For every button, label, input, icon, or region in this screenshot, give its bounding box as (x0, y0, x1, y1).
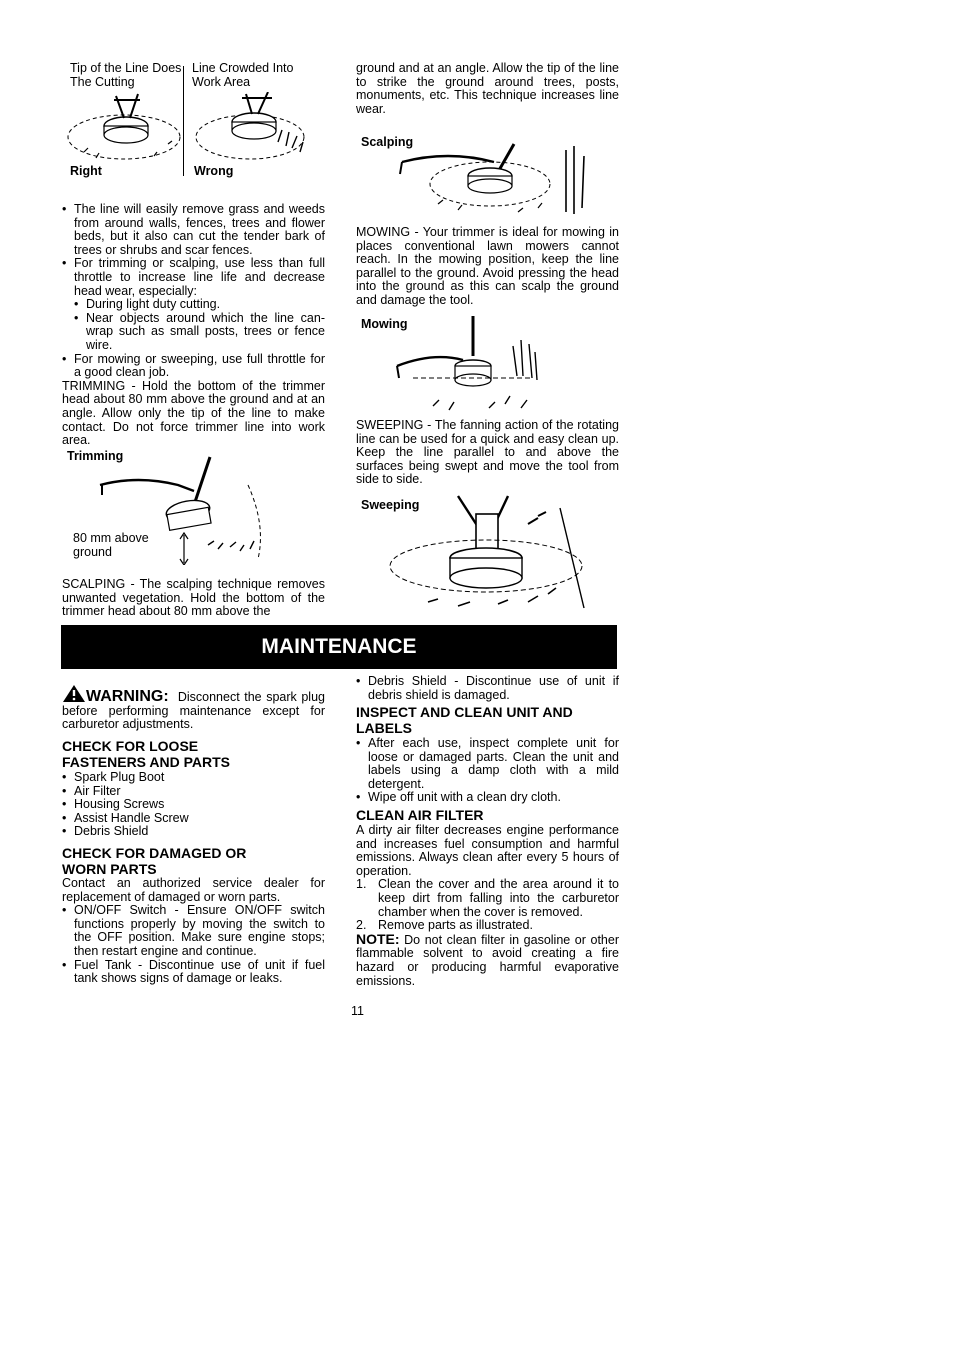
usage-tips (62, 203, 325, 448)
warning-block (62, 684, 325, 732)
list-item: • ON/OFF Switch - Ensure ON/OFF switch functions properly by moving the switch to the OFF position. Make sure engine stops; then restart engine and continue. (62, 904, 325, 958)
tip-sub-bullet: • Near objects around which the line can-wrap such as small posts, trees or fence wire. (62, 312, 325, 353)
list-item: • Air Filter (62, 785, 325, 799)
list-item: • Debris Shield (62, 825, 325, 839)
debris-shield-list (356, 675, 619, 702)
scalping-continued-paragraph: ground and at an angle. Allow the tip of the line to strike the ground around trees, posts, monuments, etc. This technique increases line wear. (356, 61, 619, 116)
warning-text: Disconnect the spark plug before performing maintenance except for carburetor adjustments. (62, 690, 325, 732)
damaged-parts-paragraph: Contact an authorized service dealer for replacement of damaged or worn parts. (62, 876, 325, 904)
list-item: • Wipe off unit with a clean dry cloth. (356, 791, 619, 805)
page-number: 11 (351, 1004, 364, 1018)
right-caption: Tip of the Line Does The Cutting (70, 61, 182, 89)
warning-triangle-icon (62, 684, 86, 703)
scalping-label: Scalping (361, 135, 414, 149)
note-text: Do not clean filter in gasoline or other flammable solvent to avoid creating a fire hazard or producing harmful evaporative emissions. (356, 932, 619, 988)
trimming-label: Trimming (67, 449, 124, 463)
trimming-height-note: 80 mm above ground (73, 531, 149, 559)
air-filter-heading: CLEAN AIR FILTER (356, 807, 484, 823)
list-item: • Spark Plug Boot (62, 771, 325, 785)
tip-bullet: • The line will easily remove grass and weeds from around walls, fences, trees and flower beds, but it also can cut the tender bark of trees or shrubs and scar fences. (62, 203, 325, 257)
list-item: • After each use, inspect complete unit for loose or damaged parts. Clean the unit and labels using a damp cloth with a mild detergent. (356, 737, 619, 791)
sweeping-illustration (388, 494, 593, 610)
wrong-label: Wrong (194, 164, 234, 178)
air-filter-step: 2. Remove parts as illustrated. (356, 918, 533, 933)
damaged-parts-heading: CHECK FOR DAMAGED OR WORN PARTS (62, 845, 247, 877)
sweeping-paragraph: SWEEPING - The fanning action of the rotating line can be used for a quick and easy clean up. Keep the line parallel to and above the surfaces being swept and move the tool from side to side. (356, 418, 619, 487)
mowing-label: Mowing (361, 317, 408, 331)
sweeping-label: Sweeping (361, 498, 420, 512)
list-item: • Housing Screws (62, 798, 325, 812)
list-item: • Fuel Tank - Discontinue use of unit if fuel tank shows signs of damage or leaks. (62, 959, 325, 986)
loose-fasteners-heading: CHECK FOR LOOSE FASTENERS AND PARTS (62, 738, 231, 770)
damaged-parts-block (62, 877, 325, 986)
wrong-technique-illustration (192, 92, 312, 174)
tip-bullet: • For mowing or sweeping, use full throttle for a good clean job. (62, 353, 325, 380)
scalping-illustration (398, 142, 590, 220)
right-label: Right (70, 164, 102, 178)
air-filter-step: 1. Clean the cover and the area around it to keep dirt from falling into the carburetor chamber when the cover is removed. (356, 877, 619, 919)
mowing-illustration (393, 316, 541, 416)
list-item: • Assist Handle Screw (62, 812, 325, 826)
scalping-paragraph: SCALPING - The scalping technique removes unwanted vegetation. Hold the bottom of the trimmer head about 80 mm above the (62, 577, 325, 619)
trimming-paragraph: TRIMMING - Hold the bottom of the trimmer head about 80 mm above the ground and at an angle. Allow only the tip of the line to make contact. Do not force trimmer line into work area. (62, 378, 325, 448)
inspect-list (356, 737, 619, 805)
mowing-paragraph: MOWING - Your trimmer is ideal for mowing in places conventional lawn mowers cannot reach. In the mowing position, keep the line parallel to the ground. Avoid pressing the head into the ground as this can scalp the ground and damage the tool. (356, 225, 619, 307)
wrong-caption: Line Crowded Into Work Area (192, 61, 294, 89)
loose-fasteners-list (62, 771, 325, 839)
air-filter-block (356, 824, 619, 988)
note-word: NOTE: (356, 930, 400, 947)
right-technique-illustration (64, 92, 184, 174)
tip-sub-bullet: • During light duty cutting. (62, 298, 325, 312)
list-item: • Debris Shield - Discontinue use of unit if debris shield is damaged. (356, 675, 619, 702)
tip-bullet: • For trimming or scalping, use less than full throttle to increase line life and decrease head wear, especially: (62, 257, 325, 298)
air-filter-paragraph: A dirty air filter decreases engine performance and increases fuel consumption and harmful emissions. Always clean after every 5 hours of operation. (356, 823, 619, 878)
air-filter-note (356, 930, 619, 988)
warning-word: WARNING: (86, 688, 169, 705)
maintenance-banner: MAINTENANCE (61, 625, 617, 669)
inspect-heading: INSPECT AND CLEAN UNIT AND LABELS (356, 704, 573, 736)
